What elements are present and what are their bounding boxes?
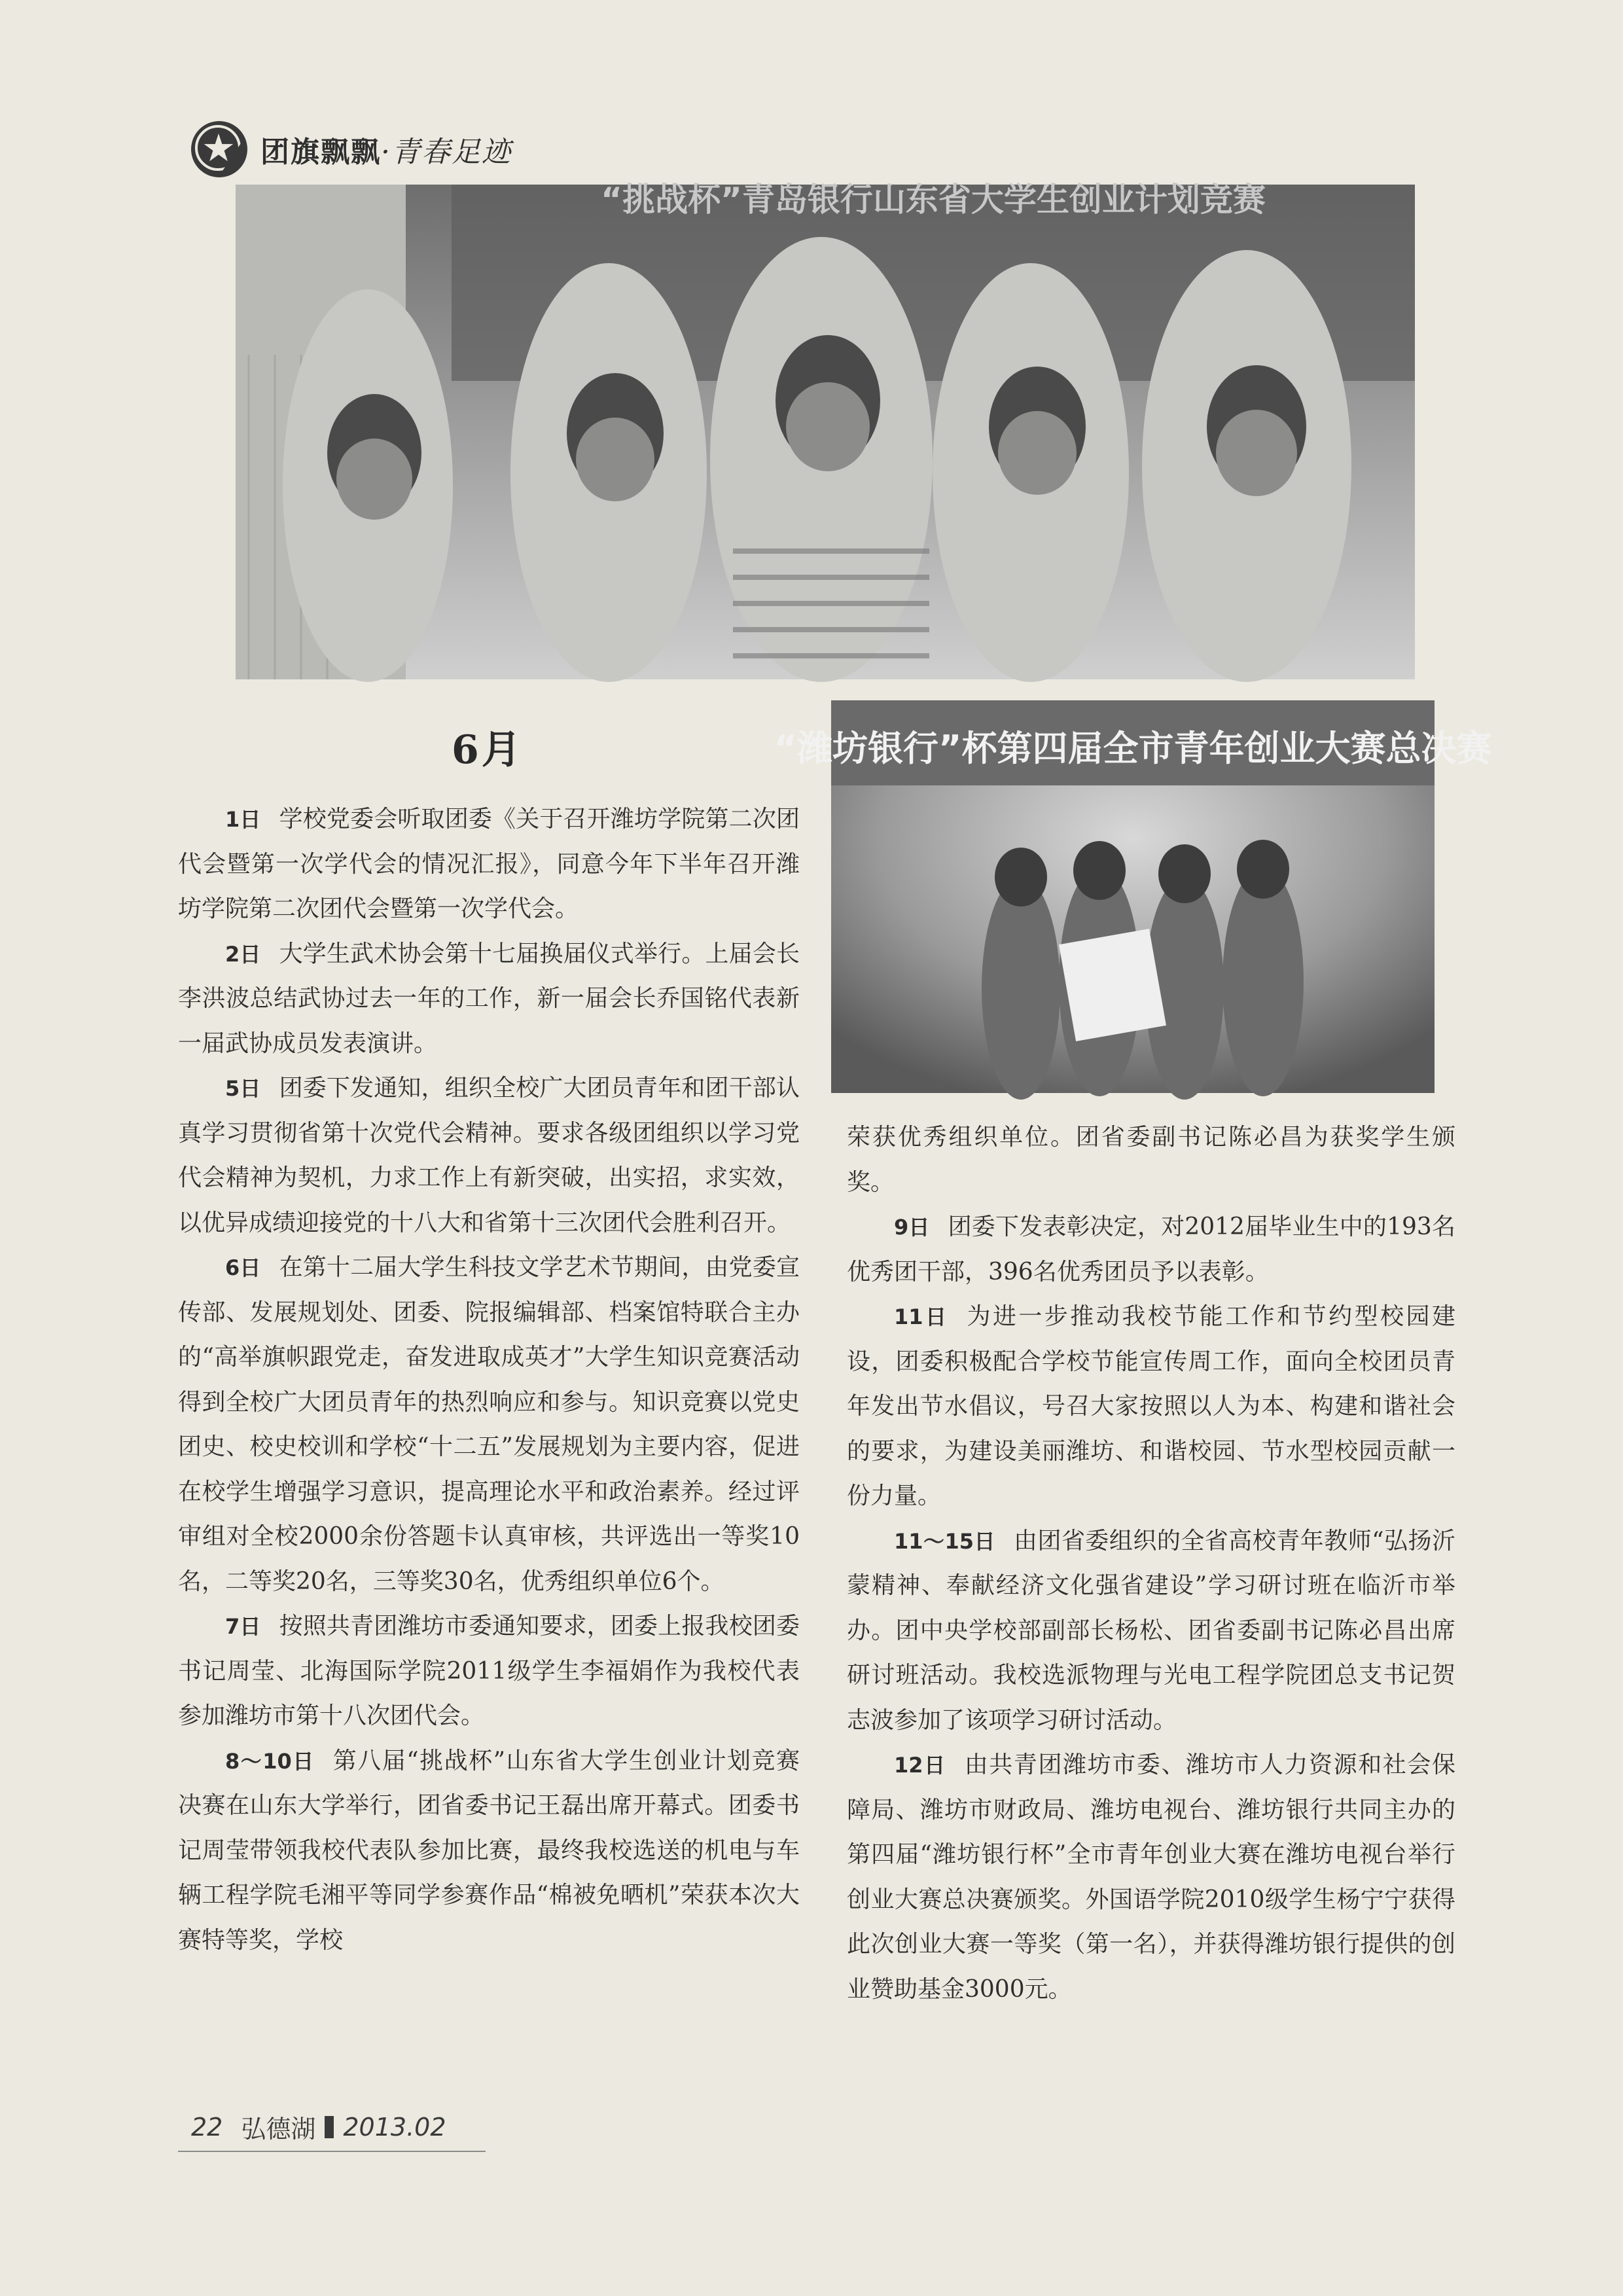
entry-date: 12日 [894,1753,946,1778]
footer-rule [178,2151,486,2152]
entry-text: 团委下发表彰决定，对2012届毕业生中的193名优秀团干部，396名优秀团员予以表彰。 [847,1213,1455,1285]
entry-text: 为进一步推动我校节能工作和节约型校园建设，团委积极配合学校节能宣传周工作，面向全校团员青年发出节水倡议，号召大家按照以人为本、构建和谐社会的要求，为建设美丽潍坊、和谐校园、节水型校园贡献一份力量。 [847,1303,1455,1509]
entry-text: 按照共青团潍坊市委通知要求，团委上报我校团委书记周莹、北海国际学院2011级学生李福娟作为我校代表参加潍坊市第十八次团代会。 [178,1613,800,1729]
section-title-sub: ·青春足迹 [381,135,512,169]
entry-paragraph [178,1066,800,1246]
side-banner-text: “潍坊银行”杯第四届全市青年创业大赛总决赛 [774,728,1492,769]
entry-paragraph [847,1519,1455,1744]
entry-text: 学校党委会听取团委《关于召开潍坊学院第二次团代会暨第一次学代会的情况汇报》，同意今年下半年召开潍坊学院第二次团代会暨第一次学代会。 [178,806,800,922]
star-emblem-icon: ★ [191,121,247,177]
entry-paragraph [847,1743,1455,2012]
entry-date: 2日 [225,941,261,967]
page-number: 22 [191,2112,223,2142]
entry-paragraph [178,1739,800,1964]
right-column [847,1115,1455,2012]
entry-date: 11～15日 [894,1528,995,1554]
entry-text: 由共青团潍坊市委、潍坊市人力资源和社会保障局、潍坊市财政局、潍坊电视台、潍坊银行共同主办的第四届“潍坊银行杯”全市青年创业大赛在潍坊电视台举行创业大赛总决赛颁奖。外国语学院2010级学生杨宁宁获得此次创业大赛一等奖（第一名），并获得潍坊银行提供的创业赞助基金3000元。 [847,1751,1455,2003]
month-title: 6月 [452,727,524,773]
entry-paragraph [847,1295,1455,1519]
entry-text: 大学生武术协会第十七届换届仪式举行。上届会长李洪波总结武协过去一年的工作，新一届会长乔国铭代表新一届武协成员发表演讲。 [178,940,800,1057]
section-title-main: 团旗飘飘 [260,135,381,169]
entry-paragraph [847,1205,1455,1295]
top-banner-text: “挑战杯”青岛银行山东省大学生创业计划竞赛 [601,181,1266,219]
entry-text: 团委下发通知，组织全校广大团员青年和团干部认真学习贯彻省第十次党代会精神。要求各级团组织以学习党代会精神为契机，力求工作上有新突破，出实招，求实效，以优异成绩迎接党的十八大和省第十三次团代会胜利召开。 [178,1075,800,1236]
entry-date: 9日 [894,1215,930,1240]
award-ceremony-photo [774,700,1492,1093]
page-footer [191,2109,446,2145]
issue-number: 2013.02 [343,2112,446,2142]
footer-divider [325,2116,334,2138]
entry-text: 在第十二届大学生科技文学艺术节期间，由党委宣传部、发展规划处、团委、院报编辑部、档案馆特联合主办的“高举旗帜跟党走，奋发进取成英才”大学生知识竞赛活动得到全校广大团员青年的热烈响应和参与。知识竞赛以党史团史、校史校训和学校“十二五”发展规划为主要内容，促进在校学生增强学习意识，提高理论水平和政治素养。经过评审组对全校2000余份答题卡认真审核，共评选出一等奖10名，二等奖20名，三等奖30名，优秀组织单位6个。 [178,1254,800,1595]
entry-paragraph [178,1604,800,1739]
entry-continuation: 荣获优秀组织单位。团省委副书记陈必昌为获奖学生颁奖。 [847,1124,1455,1196]
section-title [260,128,512,170]
group-photo-award [236,181,1415,679]
entry-paragraph [178,797,800,932]
section-header [191,117,512,182]
entry-date: 8～10日 [225,1748,315,1774]
entry-text: 由团省委组织的全省高校青年教师“弘扬沂蒙精神、奉献经济文化强省建设”学习研讨班在临沂市举办。团中央学校部副部长杨松、团省委副书记陈必昌出席研讨班活动。我校选派物理与光电工程学院团总支书记贺志波参加了该项学习研讨活动。 [847,1527,1455,1734]
entry-date: 6日 [225,1255,261,1280]
entry-date: 7日 [225,1614,261,1639]
left-column [178,797,800,1963]
entry-paragraph [178,932,800,1067]
magazine-name: 弘德湖 [241,2115,316,2144]
entry-date: 11日 [894,1304,949,1329]
entry-text: 第八届“挑战杯”山东省大学生创业计划竞赛决赛在山东大学举行，团省委书记王磊出席开幕式。团委书记周莹带领我校代表队参加比赛，最终我校选送的机电与车辆工程学院毛湘平等同学参赛作品“棉被免晒机”荣获本次大赛特等奖，学校 [178,1747,800,1954]
entry-date: 5日 [225,1076,261,1101]
entry-paragraph [178,1246,800,1604]
entry-date: 1日 [225,807,261,832]
